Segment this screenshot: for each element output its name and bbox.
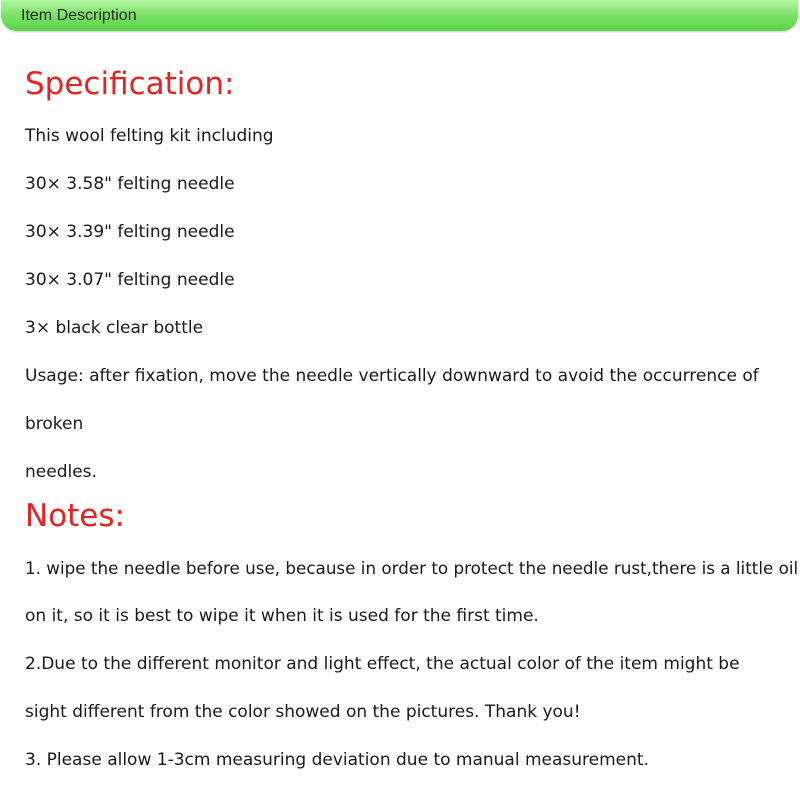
spec-line: 30× 3.07" felting needle	[25, 270, 235, 290]
item-description-header-bar	[1, 0, 798, 31]
note-line: 2.Due to the different monitor and light effect, the actual color of the item might be	[25, 654, 740, 674]
spec-line: Usage: after fixation, move the needle vertically downward to avoid the occurrence of	[25, 366, 759, 386]
note-line: on it, so it is best to wipe it when it is used for the first time.	[25, 606, 539, 626]
spec-line: broken	[25, 414, 84, 434]
header-title: Item Description	[21, 7, 137, 24]
specification-heading: Specification:	[25, 66, 235, 102]
note-line: sight different from the color showed on the pictures. Thank you!	[25, 702, 581, 722]
spec-line: 30× 3.39" felting needle	[25, 222, 235, 242]
note-line: 1. wipe the needle before use, because in order to protect the needle rust,there is a little oil	[25, 558, 799, 578]
notes-heading: Notes:	[25, 498, 125, 534]
spec-line: This wool felting kit including	[25, 126, 274, 146]
spec-line: 3× black clear bottle	[25, 318, 204, 338]
note-line: 3. Please allow 1-3cm measuring deviation due to manual measurement.	[25, 750, 649, 770]
spec-line: needles.	[25, 462, 97, 482]
spec-line: 30× 3.58" felting needle	[25, 174, 235, 194]
